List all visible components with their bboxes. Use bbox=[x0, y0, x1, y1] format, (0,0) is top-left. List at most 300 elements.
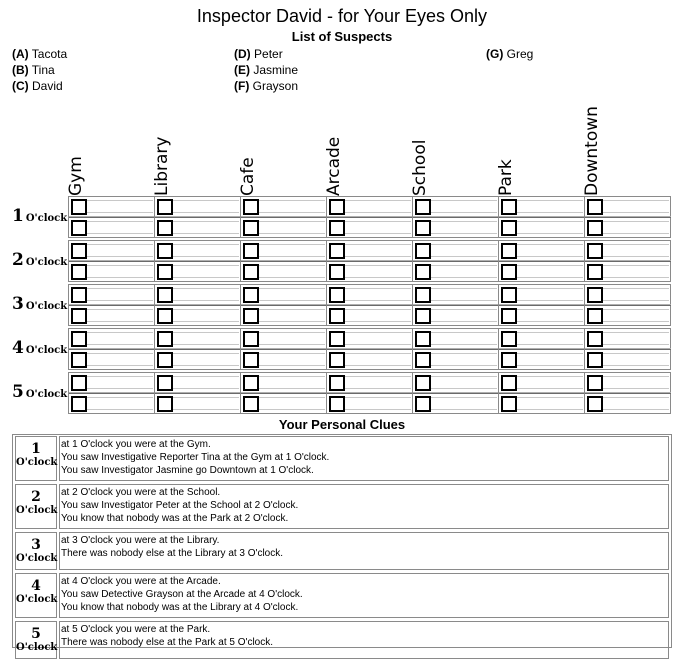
checkbox[interactable] bbox=[501, 396, 517, 412]
grid-cell bbox=[240, 372, 326, 414]
slot-line bbox=[87, 376, 153, 389]
slot-line bbox=[173, 265, 239, 278]
suspect-name: Greg bbox=[506, 47, 534, 61]
suspect-code: (A) bbox=[12, 47, 29, 61]
grid-slot bbox=[155, 197, 241, 217]
slot-line bbox=[603, 265, 669, 278]
grid-slot bbox=[413, 261, 499, 281]
clue-line: at 1 O'clock you were at the Gym. bbox=[61, 439, 211, 450]
grid-slot bbox=[69, 197, 155, 217]
clue-row bbox=[15, 532, 669, 570]
slot-line bbox=[87, 200, 153, 213]
checkbox[interactable] bbox=[329, 243, 345, 259]
slot-line bbox=[431, 353, 497, 366]
grid-slot bbox=[241, 197, 327, 217]
checkbox[interactable] bbox=[587, 352, 603, 368]
clue-line: You saw Detective Grayson at the Arcade at 4 O'clock. bbox=[61, 589, 303, 600]
slot-line bbox=[603, 221, 669, 234]
clue-line: There was nobody else at the Park at 5 O'clock. bbox=[61, 637, 274, 648]
grid-slot bbox=[327, 261, 413, 281]
clue-line: at 5 O'clock you were at the Park. bbox=[61, 624, 211, 635]
slot-line bbox=[345, 288, 411, 301]
clue-hour bbox=[15, 436, 57, 481]
checkbox[interactable] bbox=[501, 331, 517, 347]
grid-slot bbox=[413, 349, 499, 369]
grid-cell bbox=[412, 328, 498, 370]
grid-slot bbox=[499, 393, 585, 413]
checkbox[interactable] bbox=[415, 243, 431, 259]
slot-line bbox=[603, 332, 669, 345]
hour-unit: O'clock bbox=[25, 345, 68, 356]
clue-hour bbox=[15, 621, 57, 659]
grid-slot bbox=[499, 261, 585, 281]
clue-hour-unit: O'clock bbox=[16, 642, 58, 653]
checkbox[interactable] bbox=[415, 331, 431, 347]
grid-slot bbox=[155, 393, 241, 413]
grid-slot bbox=[413, 241, 499, 261]
location-header: Downtown bbox=[582, 106, 602, 196]
grid-cell bbox=[498, 328, 584, 370]
clues-table bbox=[12, 434, 672, 653]
grid-slot bbox=[69, 393, 155, 413]
grid-slot bbox=[585, 197, 671, 217]
clue-text bbox=[59, 532, 669, 570]
checkbox[interactable] bbox=[587, 396, 603, 412]
slot-line bbox=[431, 309, 497, 322]
hour-number: 5 bbox=[12, 382, 24, 402]
suspect-entry bbox=[12, 47, 67, 61]
clue-text bbox=[59, 436, 669, 481]
slot-line bbox=[87, 397, 153, 410]
grid-cell bbox=[154, 372, 240, 414]
hour-row bbox=[12, 240, 674, 282]
checkbox[interactable] bbox=[329, 331, 345, 347]
slot-line bbox=[431, 397, 497, 410]
grid-cell bbox=[498, 240, 584, 282]
slot-line bbox=[173, 221, 239, 234]
checkbox[interactable] bbox=[501, 243, 517, 259]
location-header: Gym bbox=[66, 156, 86, 196]
checkbox[interactable] bbox=[157, 287, 173, 303]
grid-slot bbox=[155, 217, 241, 237]
clue-hour-unit: O'clock bbox=[16, 505, 58, 516]
slot-line bbox=[431, 200, 497, 213]
hour-label bbox=[12, 382, 68, 402]
grid-cell bbox=[498, 196, 584, 238]
grid-slot bbox=[327, 217, 413, 237]
grid-slot bbox=[413, 329, 499, 349]
grid-slot bbox=[69, 349, 155, 369]
slot-line bbox=[517, 200, 583, 213]
slot-line bbox=[603, 376, 669, 389]
checkbox[interactable] bbox=[501, 264, 517, 280]
grid-cell bbox=[68, 372, 154, 414]
slot-line bbox=[173, 397, 239, 410]
grid-slot bbox=[585, 305, 671, 325]
slot-line bbox=[431, 221, 497, 234]
slot-line bbox=[87, 288, 153, 301]
slot-line bbox=[603, 244, 669, 257]
grid-slot bbox=[69, 261, 155, 281]
checkbox[interactable] bbox=[329, 199, 345, 215]
suspect-name: Tacota bbox=[31, 47, 68, 61]
location-header: Cafe bbox=[238, 157, 258, 196]
checkbox[interactable] bbox=[71, 308, 87, 324]
grid-cell bbox=[240, 240, 326, 282]
clue-hour bbox=[15, 484, 57, 529]
slot-line bbox=[431, 265, 497, 278]
checkbox[interactable] bbox=[157, 375, 173, 391]
checkbox[interactable] bbox=[587, 375, 603, 391]
slot-line bbox=[259, 332, 325, 345]
slot-line bbox=[603, 353, 669, 366]
suspect-list bbox=[12, 47, 672, 97]
grid-slot bbox=[155, 329, 241, 349]
grid-slot bbox=[413, 285, 499, 305]
hour-unit: O'clock bbox=[25, 389, 68, 400]
hour-number: 2 bbox=[12, 250, 24, 270]
hour-label bbox=[12, 206, 68, 226]
checkbox[interactable] bbox=[501, 220, 517, 236]
slot-line bbox=[345, 200, 411, 213]
grid-cell bbox=[498, 372, 584, 414]
grid-cell bbox=[154, 284, 240, 326]
checkbox[interactable] bbox=[157, 199, 173, 215]
clue-hour-unit: O'clock bbox=[16, 457, 58, 468]
suspect-name: Tina bbox=[31, 63, 55, 77]
grid-cell bbox=[326, 240, 412, 282]
checkbox[interactable] bbox=[501, 199, 517, 215]
slot-line bbox=[345, 353, 411, 366]
slot-line bbox=[87, 265, 153, 278]
slot-line bbox=[259, 353, 325, 366]
checkbox[interactable] bbox=[415, 264, 431, 280]
grid-slot bbox=[413, 373, 499, 393]
grid-slot bbox=[241, 349, 327, 369]
hour-row bbox=[12, 284, 674, 326]
checkbox[interactable] bbox=[329, 264, 345, 280]
grid-slot bbox=[327, 349, 413, 369]
checkbox[interactable] bbox=[157, 243, 173, 259]
checkbox[interactable] bbox=[415, 375, 431, 391]
clue-hour-unit: O'clock bbox=[16, 553, 58, 564]
clue-text bbox=[59, 484, 669, 529]
clue-line: You saw Investigator Jasmine go Downtown at 1 O'clock. bbox=[61, 465, 314, 476]
slot-line bbox=[259, 265, 325, 278]
slot-line bbox=[173, 288, 239, 301]
grid-slot bbox=[327, 373, 413, 393]
grid-slot bbox=[241, 261, 327, 281]
hour-row bbox=[12, 328, 674, 370]
checkbox[interactable] bbox=[71, 352, 87, 368]
grid-slot bbox=[413, 393, 499, 413]
checkbox[interactable] bbox=[587, 264, 603, 280]
checkbox[interactable] bbox=[587, 308, 603, 324]
suspect-code: (C) bbox=[12, 79, 29, 93]
grid-slot bbox=[327, 393, 413, 413]
grid-cell bbox=[326, 196, 412, 238]
location-header: Park bbox=[496, 159, 516, 196]
checkbox[interactable] bbox=[157, 396, 173, 412]
grid-slot bbox=[499, 197, 585, 217]
checkbox[interactable] bbox=[157, 264, 173, 280]
slot-line bbox=[431, 244, 497, 257]
hour-number: 4 bbox=[12, 338, 24, 358]
clue-hour bbox=[15, 532, 57, 570]
hour-label bbox=[12, 294, 68, 314]
grid-cell bbox=[412, 240, 498, 282]
checkbox[interactable] bbox=[157, 308, 173, 324]
grid-slot bbox=[327, 285, 413, 305]
checkbox[interactable] bbox=[329, 352, 345, 368]
checkbox[interactable] bbox=[157, 220, 173, 236]
grid-cell bbox=[154, 328, 240, 370]
checkbox[interactable] bbox=[243, 287, 259, 303]
grid-slot bbox=[69, 241, 155, 261]
checkbox[interactable] bbox=[329, 287, 345, 303]
suspect-code: (B) bbox=[12, 63, 29, 77]
checkbox[interactable] bbox=[243, 243, 259, 259]
grid-slot bbox=[69, 217, 155, 237]
suspect-name: David bbox=[32, 79, 63, 93]
slot-line bbox=[259, 221, 325, 234]
slot-line bbox=[603, 200, 669, 213]
hour-row bbox=[12, 196, 674, 238]
checkbox[interactable] bbox=[243, 352, 259, 368]
checkbox[interactable] bbox=[329, 308, 345, 324]
checkbox[interactable] bbox=[329, 396, 345, 412]
clue-line: You know that nobody was at the Library at 4 O'clock. bbox=[61, 602, 299, 613]
grid-cell bbox=[68, 196, 154, 238]
slot-line bbox=[345, 244, 411, 257]
checkbox[interactable] bbox=[501, 375, 517, 391]
checkbox[interactable] bbox=[329, 375, 345, 391]
checkbox[interactable] bbox=[501, 308, 517, 324]
clue-hour-number: 4 bbox=[31, 578, 41, 594]
slot-line bbox=[259, 309, 325, 322]
slot-line bbox=[345, 397, 411, 410]
grid-cell bbox=[412, 372, 498, 414]
checkbox[interactable] bbox=[243, 220, 259, 236]
slot-line bbox=[173, 353, 239, 366]
clues-heading: Your Personal Clues bbox=[278, 417, 406, 432]
clue-row bbox=[15, 621, 669, 659]
suspect-code: (F) bbox=[234, 79, 250, 93]
grid-cell bbox=[584, 328, 671, 370]
slot-line bbox=[431, 332, 497, 345]
clue-hour bbox=[15, 573, 57, 618]
suspect-entry bbox=[234, 63, 298, 77]
grid-slot bbox=[585, 261, 671, 281]
location-header: School bbox=[410, 139, 430, 196]
clue-line: There was nobody else at the Library at 3 O'clock. bbox=[61, 548, 284, 559]
checkbox[interactable] bbox=[415, 220, 431, 236]
grid-slot bbox=[585, 329, 671, 349]
grid-cell bbox=[326, 284, 412, 326]
slot-line bbox=[517, 332, 583, 345]
checkbox[interactable] bbox=[157, 352, 173, 368]
checkbox[interactable] bbox=[71, 331, 87, 347]
grid-slot bbox=[585, 217, 671, 237]
hour-row bbox=[12, 372, 674, 414]
grid-cell bbox=[584, 372, 671, 414]
checkbox[interactable] bbox=[71, 287, 87, 303]
clue-row bbox=[15, 573, 669, 618]
slot-line bbox=[173, 200, 239, 213]
checkbox[interactable] bbox=[243, 264, 259, 280]
suspect-code: (D) bbox=[234, 47, 251, 61]
grid-cell bbox=[240, 284, 326, 326]
checkbox[interactable] bbox=[243, 396, 259, 412]
clue-line: at 4 O'clock you were at the Arcade. bbox=[61, 576, 221, 587]
suspect-entry bbox=[12, 79, 63, 93]
checkbox[interactable] bbox=[243, 199, 259, 215]
checkbox[interactable] bbox=[71, 199, 87, 215]
grid-cell bbox=[584, 284, 671, 326]
clue-text bbox=[59, 621, 669, 659]
suspect-entry bbox=[234, 47, 283, 61]
suspect-name: Jasmine bbox=[253, 63, 299, 77]
checkbox[interactable] bbox=[587, 331, 603, 347]
page-title: Inspector David - for Your Eyes Only bbox=[196, 6, 488, 26]
slot-line bbox=[173, 309, 239, 322]
slot-line bbox=[517, 376, 583, 389]
grid-slot bbox=[327, 329, 413, 349]
suspect-name: Peter bbox=[254, 47, 283, 61]
clue-line: at 3 O'clock you were at the Library. bbox=[61, 535, 220, 546]
checkbox[interactable] bbox=[329, 220, 345, 236]
grid-slot bbox=[499, 285, 585, 305]
clue-text bbox=[59, 573, 669, 618]
slot-line bbox=[259, 288, 325, 301]
grid-slot bbox=[327, 305, 413, 325]
grid-slot bbox=[69, 373, 155, 393]
hour-number: 3 bbox=[12, 294, 24, 314]
suspect-entry bbox=[12, 63, 55, 77]
hour-unit: O'clock bbox=[25, 301, 68, 312]
clue-hour-unit: O'clock bbox=[16, 594, 58, 605]
slot-line bbox=[259, 376, 325, 389]
grid-slot bbox=[155, 241, 241, 261]
suspects-heading: List of Suspects bbox=[291, 29, 393, 44]
slot-line bbox=[517, 353, 583, 366]
grid-slot bbox=[585, 349, 671, 369]
checkbox[interactable] bbox=[71, 375, 87, 391]
slot-line bbox=[517, 221, 583, 234]
grid-slot bbox=[499, 217, 585, 237]
slot-line bbox=[345, 265, 411, 278]
checkbox[interactable] bbox=[157, 331, 173, 347]
grid-slot bbox=[499, 329, 585, 349]
slot-line bbox=[173, 244, 239, 257]
slot-line bbox=[345, 309, 411, 322]
clue-line: You know that nobody was at the Park at 2 O'clock. bbox=[61, 513, 289, 524]
checkbox[interactable] bbox=[71, 220, 87, 236]
checkbox[interactable] bbox=[71, 264, 87, 280]
clue-line: at 2 O'clock you were at the School. bbox=[61, 487, 221, 498]
slot-line bbox=[603, 288, 669, 301]
clue-line: You saw Investigator Peter at the School at 2 O'clock. bbox=[61, 500, 299, 511]
slot-line bbox=[87, 221, 153, 234]
grid-slot bbox=[241, 217, 327, 237]
grid-slot bbox=[413, 217, 499, 237]
suspect-code: (E) bbox=[234, 63, 250, 77]
hour-number: 1 bbox=[12, 206, 24, 226]
checkbox[interactable] bbox=[587, 199, 603, 215]
location-header: Arcade bbox=[324, 136, 344, 196]
slot-line bbox=[87, 309, 153, 322]
checkbox[interactable] bbox=[415, 287, 431, 303]
grid-slot bbox=[155, 261, 241, 281]
grid-cell bbox=[154, 196, 240, 238]
grid-slot bbox=[155, 285, 241, 305]
checkbox[interactable] bbox=[243, 331, 259, 347]
slot-line bbox=[603, 309, 669, 322]
suspect-code: (G) bbox=[486, 47, 504, 61]
suspect-entry bbox=[486, 47, 533, 61]
grid-cell bbox=[326, 372, 412, 414]
checkbox[interactable] bbox=[415, 308, 431, 324]
slot-line bbox=[517, 244, 583, 257]
checkbox[interactable] bbox=[415, 199, 431, 215]
checkbox[interactable] bbox=[243, 375, 259, 391]
grid-slot bbox=[155, 349, 241, 369]
hour-unit: O'clock bbox=[25, 213, 68, 224]
slot-line bbox=[259, 200, 325, 213]
grid-cell bbox=[68, 328, 154, 370]
grid-slot bbox=[241, 329, 327, 349]
slot-line bbox=[345, 332, 411, 345]
checkbox[interactable] bbox=[71, 243, 87, 259]
grid-slot bbox=[241, 305, 327, 325]
grid-slot bbox=[585, 285, 671, 305]
checkbox[interactable] bbox=[243, 308, 259, 324]
slot-line bbox=[87, 244, 153, 257]
grid-slot bbox=[241, 285, 327, 305]
grid-slot bbox=[327, 241, 413, 261]
grid-cell bbox=[584, 196, 671, 238]
clue-row bbox=[15, 436, 669, 481]
grid-cell bbox=[498, 284, 584, 326]
grid-slot bbox=[69, 285, 155, 305]
suspect-name: Grayson bbox=[252, 79, 299, 93]
checkbox[interactable] bbox=[587, 220, 603, 236]
grid-slot bbox=[413, 305, 499, 325]
checkbox[interactable] bbox=[415, 396, 431, 412]
grid-slot bbox=[413, 197, 499, 217]
hour-label bbox=[12, 338, 68, 358]
checkbox[interactable] bbox=[501, 287, 517, 303]
grid-slot bbox=[69, 329, 155, 349]
clue-row bbox=[15, 484, 669, 529]
grid-slot bbox=[585, 373, 671, 393]
grid-slot bbox=[585, 393, 671, 413]
checkbox[interactable] bbox=[587, 243, 603, 259]
clue-hour-number: 1 bbox=[31, 441, 41, 457]
grid-cell bbox=[240, 328, 326, 370]
grid-cell bbox=[412, 196, 498, 238]
slot-line bbox=[431, 288, 497, 301]
checkbox[interactable] bbox=[587, 287, 603, 303]
slot-line bbox=[431, 376, 497, 389]
checkbox[interactable] bbox=[71, 396, 87, 412]
slot-line bbox=[173, 376, 239, 389]
checkbox[interactable] bbox=[501, 352, 517, 368]
grid-cell bbox=[412, 284, 498, 326]
grid-slot bbox=[241, 373, 327, 393]
clue-hour-number: 2 bbox=[31, 489, 41, 505]
checkbox[interactable] bbox=[415, 352, 431, 368]
